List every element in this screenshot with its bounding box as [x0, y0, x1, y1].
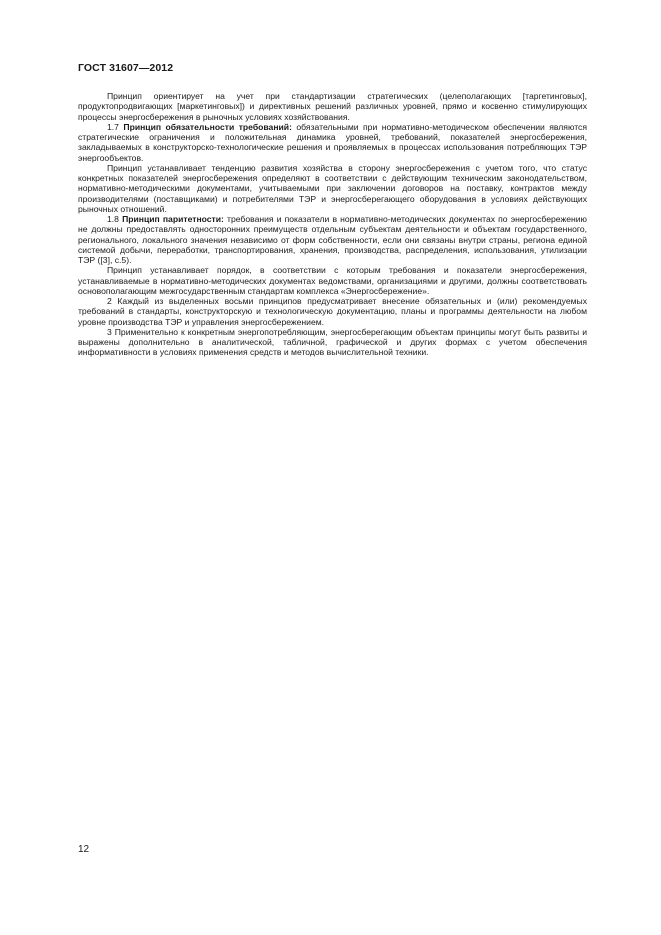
page-number: 12	[78, 844, 90, 855]
document-body	[78, 91, 587, 358]
paragraph-text: 3 Применительно к конкретным энергопотребляющим, энергосберегающим объектам принципы могут быть развиты и выражены дополнительно в аналитической, табличной, графической и других формах с учетом обеспечения информативности в условиях применения средств и методов вычислительной техники.	[78, 326, 587, 358]
paragraph	[78, 122, 587, 163]
paragraph-text: обязательными при нормативно-методическом обеспечении являются стратегические ограничения и положительная динамика уровней, требований, показателей энергосбережения, закладываемых в конструкторско-технологические решения и проявляемых в процессах использования потребляющих ТЭР энергообъектов.	[78, 121, 588, 163]
paragraph	[78, 91, 587, 122]
paragraph	[78, 327, 587, 358]
clause-title: Принцип обязательности требований:	[123, 121, 292, 132]
clause-number: 1.7	[107, 121, 124, 132]
paragraph-text: 2 Каждый из выделенных восьми принципов предусматривает внесение обязательных и (или) рекомендуемых требований в стандарты, конструкторскую и технологическую документацию, планы и программы деятельности на любом уровне производства ТЭР и управления энергосбережением.	[78, 296, 587, 327]
clause-title: Принцип паритетности:	[122, 214, 224, 224]
paragraph-text: Принцип устанавливает тенденцию развития хозяйства в сторону энергосбережения с учетом того, что статус конкретных показателей энергосбережения определяют в соответствии с действующим техническим законодательством, нормативно-методическими документами, учитываемыми при заключении договоров на поставку, контрактов между производителями (поставщиками) и потребителями ТЭР и энергосберегающего оборудования в условиях действующих рыночных отношений.	[78, 162, 587, 214]
paragraph	[78, 163, 587, 214]
paragraph	[78, 214, 587, 265]
document-header: ГОСТ 31607—2012	[78, 62, 174, 74]
paragraph	[78, 296, 587, 327]
paragraph-text: Принцип ориентирует на учет при стандартизации стратегических (целеполагающих [таргетинговых], продуктопродвигающих [маркетинговых]) и директивных решений различных уровней, прямо и косвенно стимулирующих процессы энергосбережения в рыночных условиях хозяйствования.	[78, 91, 587, 122]
paragraph-text: требования и показатели в нормативно-методических документах по энергосбережению не должны предоставлять односторонних преимуществ отдельным субъектам деятельности и объектам государственного, регионального, локального значения независимо от форм собственности, если они связаны внутри страны, региона единой системой добычи, переработки, транспортирования, хранения, производства, распределения, использования, утилизации ТЭР ([3], с.5).	[78, 214, 587, 265]
paragraph-text: Принцип устанавливает порядок, в соответствии с которым требования и показатели энергосбережения, устанавливаемые в нормативно-методических документах ведомствами, организациями и другими, должны соответствовать основополагающим межгосударственным стандартам комплекса «Энергосбережение».	[78, 265, 587, 296]
paragraph	[78, 265, 587, 296]
clause-number: 1.8	[107, 214, 123, 224]
